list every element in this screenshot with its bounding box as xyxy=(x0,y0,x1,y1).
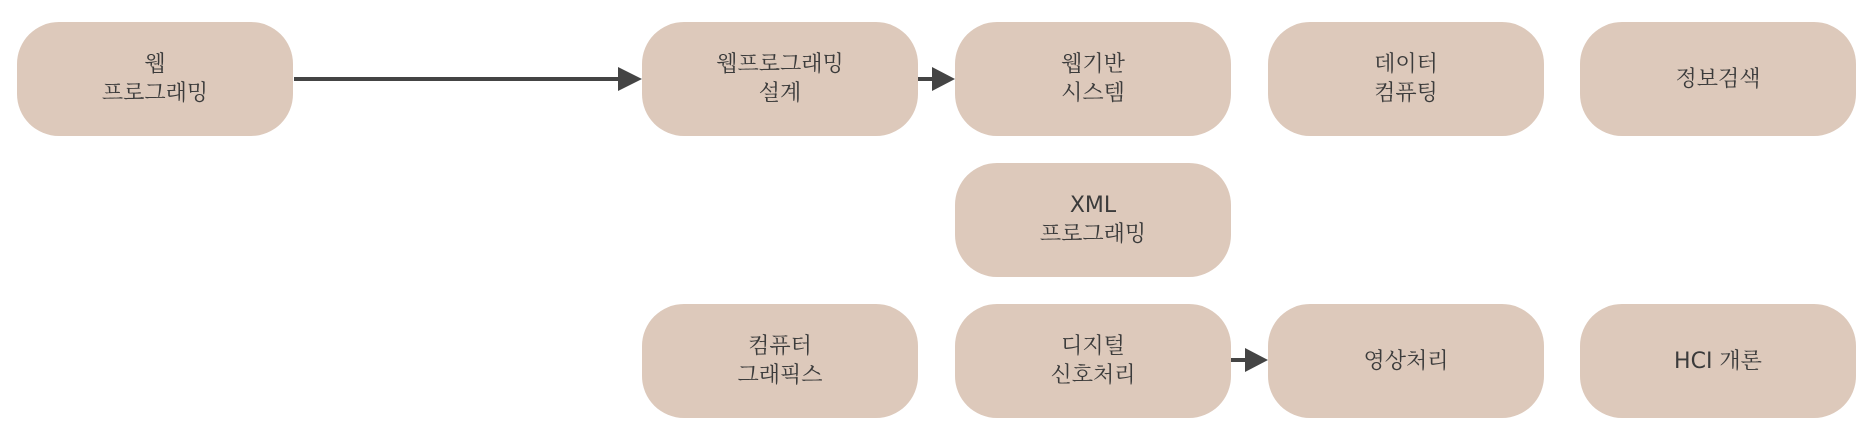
node-label-line: 그래픽스 xyxy=(737,363,823,388)
node-label-line: 웹 xyxy=(144,52,166,77)
node-computer-graphics xyxy=(642,304,918,418)
arrowhead-icon xyxy=(932,67,955,91)
node-label-line: XML xyxy=(1069,193,1117,218)
node-label-line: 영상처리 xyxy=(1363,348,1449,374)
arrowhead-icon xyxy=(1245,348,1268,372)
node-label-line: 웹기반 xyxy=(1061,52,1125,77)
node-label-line: 컴퓨터 xyxy=(748,334,812,359)
node-web-based-system xyxy=(955,22,1231,136)
node-web-programming xyxy=(17,22,293,136)
node-web-programming-design xyxy=(642,22,918,136)
node-label-line: 신호처리 xyxy=(1050,363,1136,388)
node-hci-intro xyxy=(1580,304,1856,418)
node-label-line: 프로그래밍 xyxy=(101,81,209,106)
node-image-processing xyxy=(1268,304,1544,418)
node-label-line: 웹프로그래밍 xyxy=(716,52,844,77)
node-label-line: 컴퓨팅 xyxy=(1374,81,1438,106)
node-information-retrieval xyxy=(1580,22,1856,136)
arrowhead-icon xyxy=(618,67,642,91)
node-label-line: 디지털 xyxy=(1061,334,1125,359)
node-label-line: 데이터 xyxy=(1374,52,1438,77)
node-label-line: 설계 xyxy=(758,81,802,106)
node-label-line: 프로그래밍 xyxy=(1039,222,1147,247)
node-data-computing xyxy=(1268,22,1544,136)
node-label-line: 시스템 xyxy=(1061,81,1125,106)
node-label-line: 정보검색 xyxy=(1675,66,1761,92)
node-digital-signal-processing xyxy=(955,304,1231,418)
node-xml-programming xyxy=(955,163,1231,277)
node-label-line: HCI 개론 xyxy=(1674,348,1762,374)
